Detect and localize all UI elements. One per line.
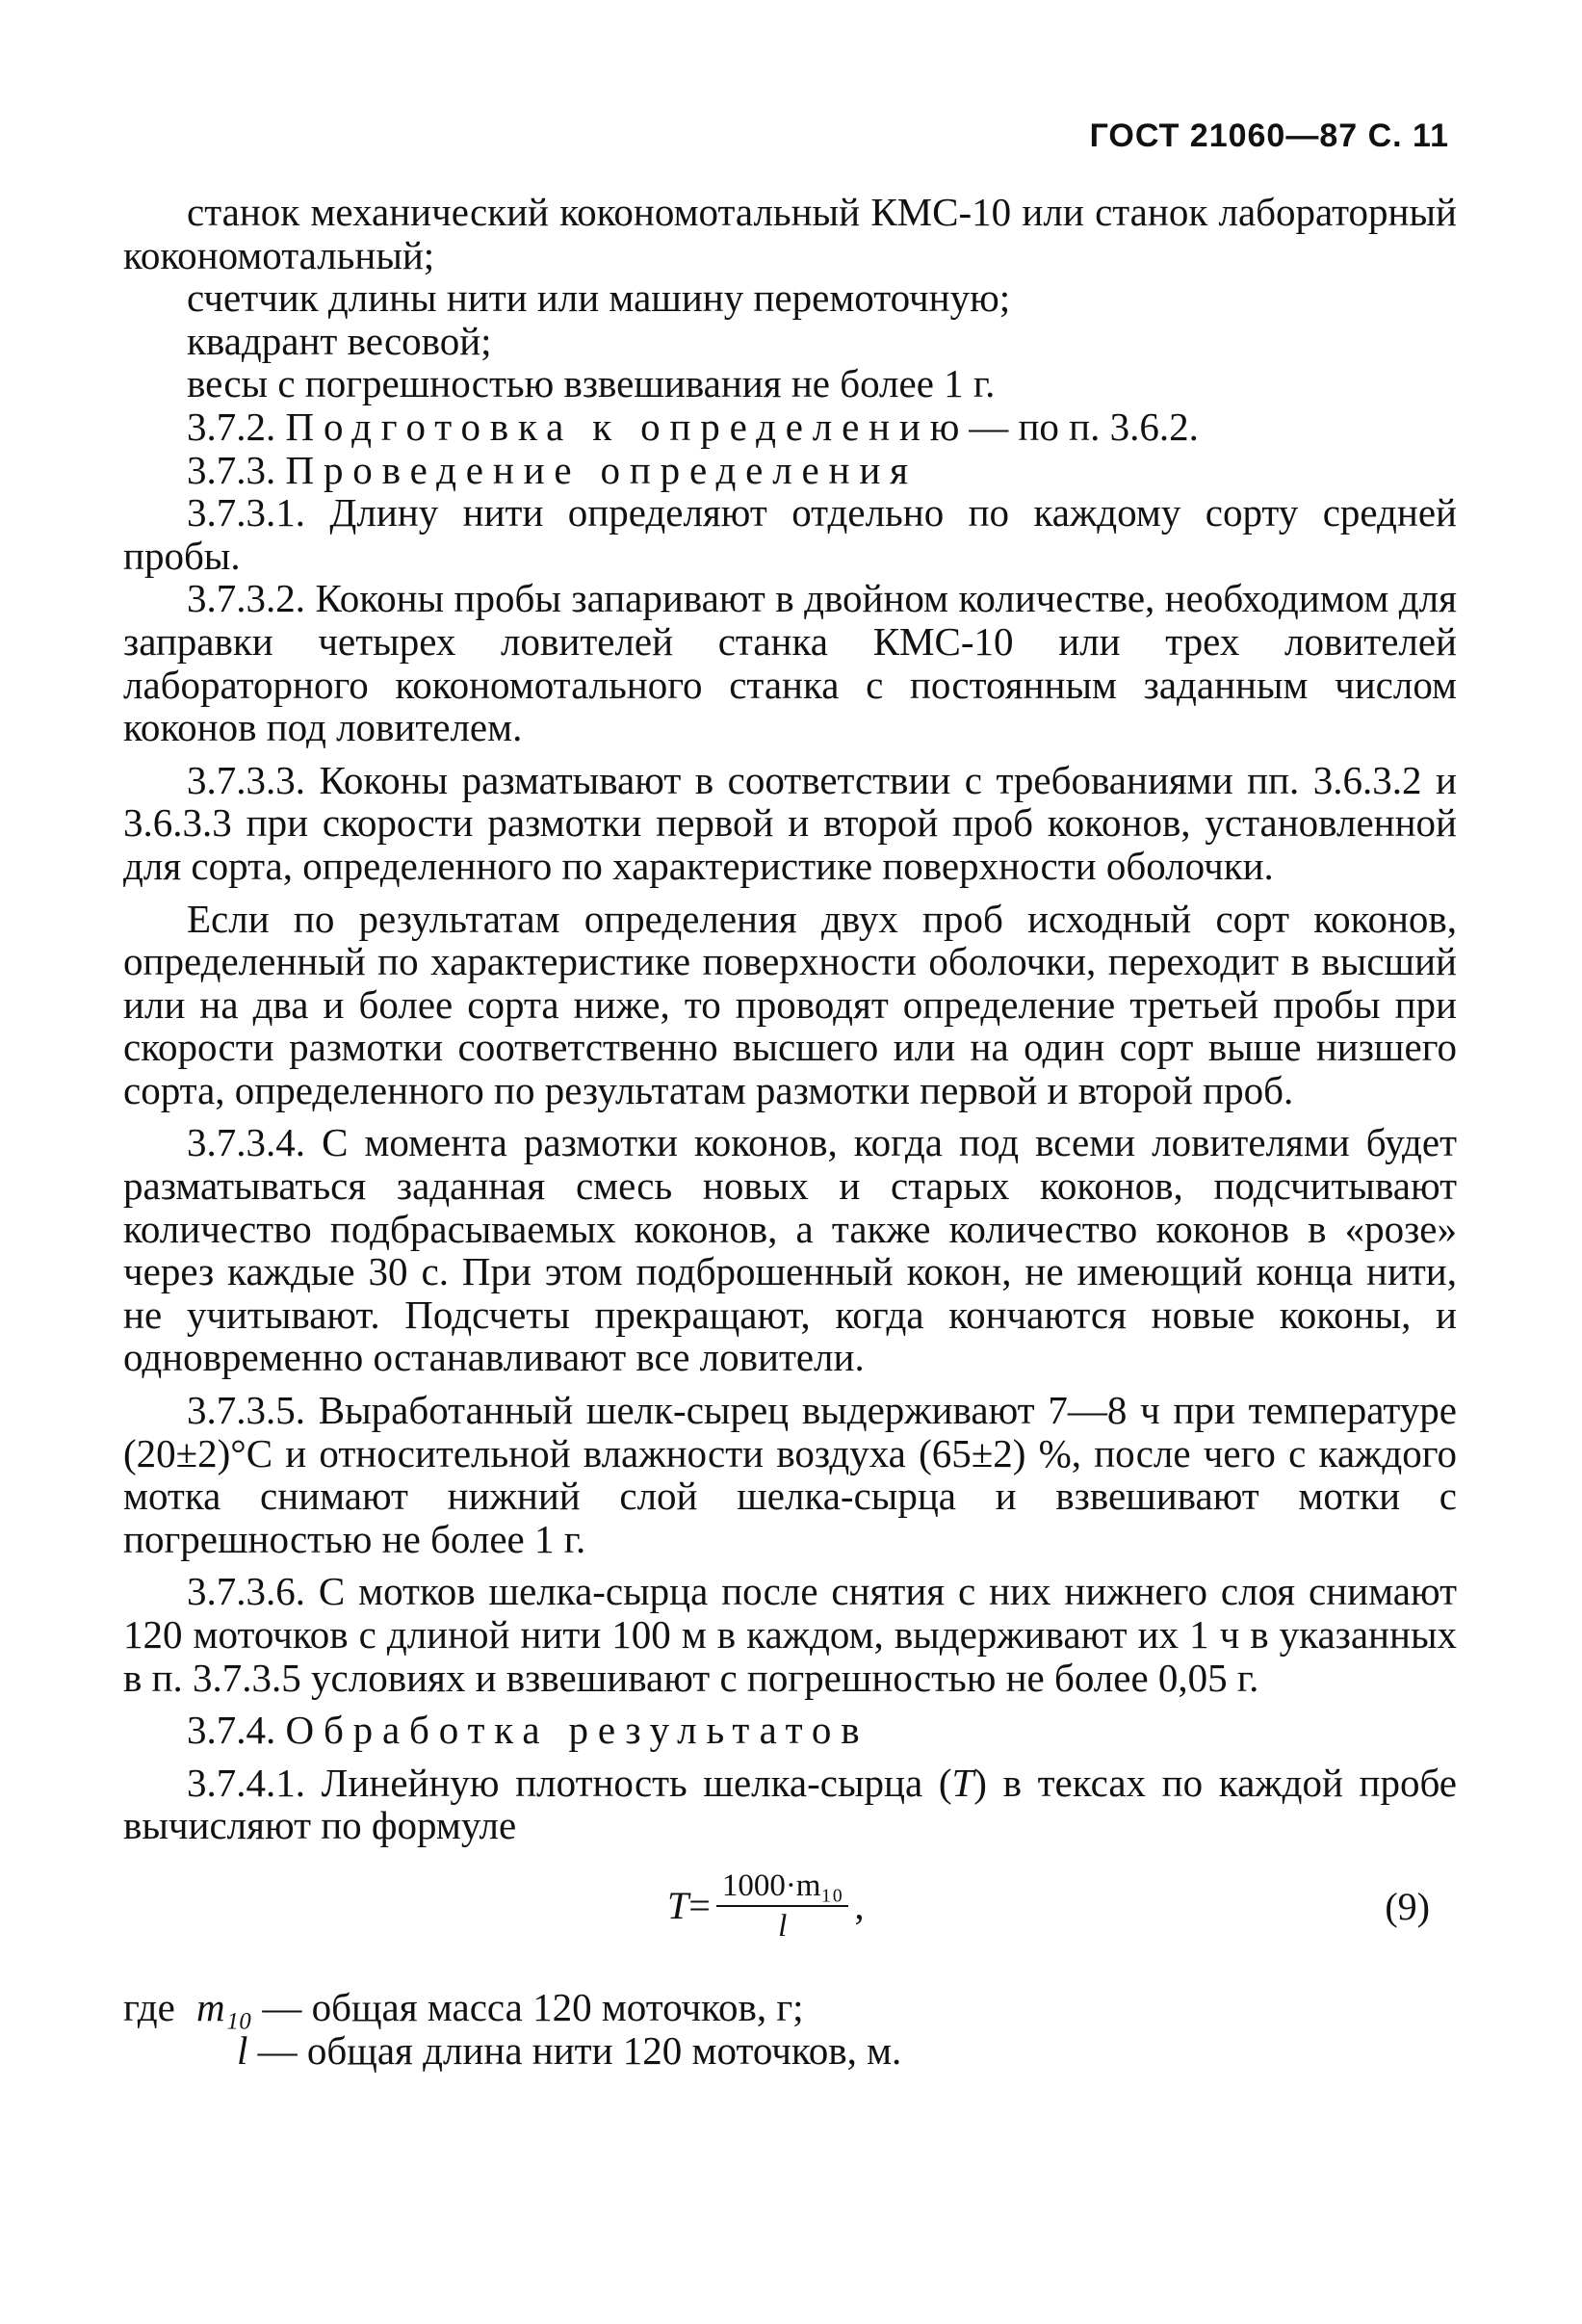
clause-3-7-3-2: 3.7.3.2. Коконы пробы запаривают в двойном количестве, необходимом для заправки четырех ловителей станка КМС-10 или трех ловителей лабораторного кокономотального станка с постоянным заданным числом коконов под ловителем. [123,576,1457,750]
variable-t: T [951,1760,974,1805]
legend-row-length [123,2029,1457,2073]
section-3-7-4 [123,1709,1457,1752]
section-number: 3.7.4. [187,1708,276,1753]
where-prefix: где [123,1984,175,2029]
section-3-7-3 [123,449,1457,492]
formula-number: (9) [1385,1884,1430,1928]
legend-row-content [196,1986,804,2029]
section-title: Проведение определения [285,447,918,492]
formula-fraction [716,1867,849,1945]
legend-row-content [237,2029,901,2073]
section-number: 3.7.2. [187,404,276,449]
clause-3-7-4-1 [123,1762,1457,1847]
section-reference: — по п. 3.6.2. [969,404,1199,449]
section-number: 3.7.3. [187,447,276,492]
clause-3-7-3-1: 3.7.3.1. Длину нити определяют отдельно по каждому сорту средней пробы. [123,490,1457,578]
body-text [123,191,1457,2072]
section-3-7-2 [123,405,1457,449]
formula-denominator: l [778,1908,788,1944]
formula-9 [123,1857,1457,1971]
page-header: ГОСТ 21060—87 С. 11 [1089,118,1449,154]
clause-text: ) в тексах по каждой пробе вычисляют по формуле [123,1760,1458,1848]
formula-lhs: T [667,1883,689,1927]
formula-expression [667,1867,864,1945]
clause-3-7-3-3-note: Если по результатам определения двух проб исходный сорт коконов, определенный по характеристике поверхности оболочки, переходит в высший или на два и более сорта ниже, то проводят определение третьей пробы при скорости размотки соответственно высшего или на один сорт выше низшего сорта, определенного по результатам размотки первой и второй проб. [123,896,1457,1112]
legend-row-mass [123,1986,1457,2029]
clause-3-7-3-3: 3.7.3.3. Коконы разматывают в соответствии с требованиями пп. 3.6.3.2 и 3.6.3.3 при скорости размотки первой и второй проб коконов, установленной для сорта, определенного по характеристике поверхности оболочки. [123,757,1457,888]
clause-3-7-3-5: 3.7.3.5. Выработанный шелк-сырец выдерживают 7—8 ч при температуре (20±2)°С и относительной влажности воздуха (65±2) %, после чего с каждого мотка снимают нижний слой шелка-сырца и взвешивают мотки с погрешностью не более 1 г. [123,1388,1457,1561]
equipment-item-scales: весы с погрешностью взвешивания не более 1 г. [187,361,996,406]
clause-3-7-3-6: 3.7.3.6. С мотков шелка-сырца после снятия с них нижнего слоя снимают 120 моточков с длиной нити 100 м в каждом, выдерживают их 1 ч в указанных в п. 3.7.3.5 условиях и взвешивают с погрешностью не более 0,05 г. [123,1569,1457,1700]
clause-3-7-3-4: 3.7.3.4. С момента размотки коконов, когда под всеми ловителями будет разматываться заданная смесь новых и старых коконов, подсчитывают количество подбрасываемых коконов, а также количество коконов в «розе» через каждые 30 с. При этом подброшенный кокон, не имеющий конца нити, не учитывают. Подсчеты прекращают, когда кончаются новые коконы, и одновременно останавливают все ловители. [123,1120,1457,1380]
clause-text: 3.7.4.1. Линейную плотность шелка-сырца ( [187,1760,952,1805]
equipment-item-counter: счетчик длины нити или машину перемоточную; [187,275,1011,321]
legend-definition: — общая длина нити 120 моточков, м. [247,2027,902,2073]
section-title: Обработка результатов [285,1708,869,1753]
variable-l: l [237,2027,248,2073]
formula-equals: = [688,1883,711,1927]
formula-numerator: 1000·m₁₀ [716,1867,849,1907]
section-title: Подготовка к определению [285,404,970,449]
equipment-item-quadrant: квадрант весовой; [187,318,492,363]
legend-definition: — общая масса 120 моточков, г; [252,1984,804,2029]
equipment-item-machine: станок механический кокономотальный КМС-10 или станок лабораторный кокономотальный; [123,190,1457,277]
variable-m10: m₁₀ [196,1984,253,2029]
where-legend [123,1986,1457,2072]
formula-comma: , [854,1883,865,1927]
